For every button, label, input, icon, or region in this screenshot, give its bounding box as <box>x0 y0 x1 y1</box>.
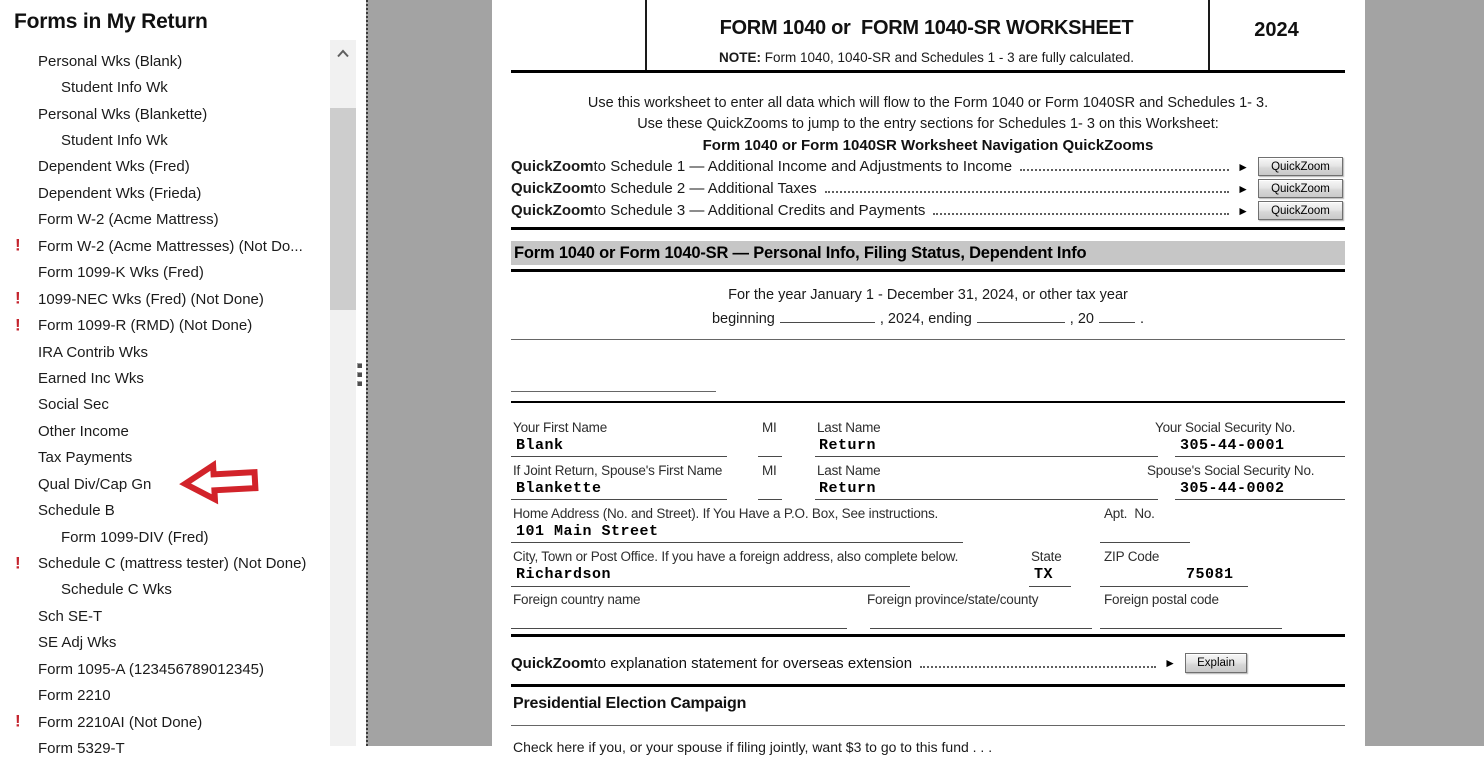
pointer-icon: ► <box>1237 181 1249 196</box>
spouse-first-name-field[interactable]: Blankette <box>516 480 602 497</box>
sidebar-form-item[interactable] <box>0 392 330 418</box>
foreign-country-field[interactable] <box>511 628 847 629</box>
quickzoom-text: to Schedule 3 — Additional Credits and Payments <box>593 202 926 219</box>
sidebar-item-label: 1099-NEC Wks (Fred) (Not Done) <box>38 290 264 308</box>
annotation-arrow-icon <box>180 459 260 505</box>
section-header-personal-info: Form 1040 or Form 1040-SR — Personal Info, Filing Status, Dependent Info <box>511 241 1345 265</box>
tax-year-line-2 <box>511 308 1345 327</box>
sidebar-form-item[interactable] <box>0 471 330 497</box>
sidebar-title: Forms in My Return <box>14 10 208 33</box>
sidebar-form-item[interactable] <box>0 497 330 523</box>
apt-no-label: Apt. No. <box>1104 506 1155 521</box>
sidebar-item-label: Form 1099-DIV (Fred) <box>61 528 209 546</box>
tax-year-beginning-label: beginning <box>711 311 775 327</box>
dotted-leader <box>920 666 1156 668</box>
not-done-alert-icon: ! <box>15 711 21 731</box>
tax-year-line-1: For the year January 1 - December 31, 2024, or other tax year <box>728 287 1128 303</box>
sidebar-item-label: Student Info Wk <box>61 132 168 150</box>
sidebar-item-label: Form 1099-R (RMD) (Not Done) <box>38 317 253 335</box>
ending-year-field[interactable] <box>1099 308 1135 323</box>
sidebar-item-label: SE Adj Wks <box>38 634 117 652</box>
sidebar-item-label: Form W-2 (Acme Mattress) <box>38 211 219 229</box>
scroll-up-arrow-icon[interactable] <box>330 40 356 66</box>
ending-date-field[interactable] <box>977 308 1065 323</box>
sidebar-form-item[interactable] <box>0 286 330 312</box>
nav-quickzooms-title: Form 1040 or Form 1040SR Worksheet Navigation QuickZooms <box>702 137 1154 154</box>
pointer-icon: ► <box>1237 203 1249 218</box>
field-underline <box>815 499 1158 500</box>
spouse-ssn-field[interactable]: 305-44-0002 <box>1180 480 1285 497</box>
pointer-icon: ► <box>1164 656 1176 670</box>
form-title: FORM 1040 or FORM 1040-SR WORKSHEET <box>719 17 1134 39</box>
rule <box>511 227 1345 230</box>
forms-list <box>0 48 330 762</box>
quickzoom-button[interactable]: QuickZoom <box>1258 157 1343 176</box>
spouse-last-name-field[interactable]: Return <box>819 480 877 497</box>
home-address-field[interactable]: 101 Main Street <box>516 523 659 540</box>
sidebar-item-label: Other Income <box>38 422 129 440</box>
not-done-alert-icon: ! <box>15 235 21 255</box>
home-address-label: Home Address (No. and Street). If You Have a P.O. Box, See instructions. <box>513 506 939 521</box>
sidebar-form-item[interactable] <box>0 233 330 259</box>
sidebar-item-label: Personal Wks (Blankette) <box>38 105 208 123</box>
sidebar-item-label: Form W-2 (Acme Mattresses) (Not Do... <box>38 237 303 255</box>
sidebar-form-item[interactable] <box>0 524 330 550</box>
not-done-alert-icon: ! <box>15 314 21 334</box>
foreign-province-label: Foreign province/state/county <box>867 592 1039 607</box>
zip-code-field[interactable]: 75081 <box>1186 566 1234 583</box>
sidebar-form-item[interactable] <box>0 418 330 444</box>
field-underline <box>511 586 910 587</box>
intro-line-1: Use this worksheet to enter all data which will flow to the Form 1040 or Form 1040SR and Schedules 1- 3. <box>587 95 1269 111</box>
field-underline <box>511 456 727 457</box>
sidebar-form-item[interactable] <box>0 630 330 656</box>
field-underline <box>511 499 727 500</box>
sidebar-item-label: Qual Div/Cap Gn <box>38 475 152 493</box>
foreign-country-label: Foreign country name <box>513 592 641 607</box>
mi-label: MI <box>762 463 777 478</box>
tax-year-period: . <box>1139 311 1145 327</box>
overseas-extension-row <box>511 652 1247 674</box>
rule-header <box>511 70 1345 73</box>
field-underline <box>1175 456 1345 457</box>
sidebar-item-label: Form 2210AI (Not Done) <box>38 713 203 731</box>
field-underline <box>1100 542 1190 543</box>
tax-year-20-label: , 20 <box>1069 311 1094 327</box>
rule <box>511 684 1345 687</box>
note-label: NOTE: <box>719 50 762 65</box>
sidebar-item-label: Personal Wks (Blank) <box>38 52 183 70</box>
sidebar-form-item[interactable] <box>0 339 330 365</box>
sidebar-form-item[interactable] <box>0 127 330 153</box>
sidebar-item-label: Sch SE-T <box>38 607 103 625</box>
sidebar-form-item[interactable] <box>0 74 330 100</box>
quickzoom-bold: QuickZoom <box>511 180 594 197</box>
pointer-icon: ► <box>1237 159 1249 174</box>
sidebar-form-item[interactable] <box>0 445 330 471</box>
sidebar-form-item[interactable] <box>0 260 330 286</box>
foreign-postal-field[interactable] <box>1100 628 1282 629</box>
foreign-province-field[interactable] <box>870 628 1092 629</box>
state-label: State <box>1031 549 1062 564</box>
dotted-leader <box>933 213 1229 215</box>
sidebar-form-item[interactable] <box>0 656 330 682</box>
field-underline <box>758 456 782 457</box>
field-underline <box>1029 586 1071 587</box>
rule <box>511 401 1345 403</box>
sidebar-item-label: Schedule C (mattress tester) (Not Done) <box>38 555 307 573</box>
scrollbar-thumb[interactable] <box>330 108 356 310</box>
quickzoom-bold: QuickZoom <box>511 654 594 672</box>
sidebar-form-item[interactable] <box>0 207 330 233</box>
quickzoom-bold: QuickZoom <box>511 158 594 175</box>
sidebar-item-label: Dependent Wks (Frieda) <box>38 184 202 202</box>
city-label: City, Town or Post Office. If you have a foreign address, also complete below. <box>513 549 959 564</box>
last-name-label: Last Name <box>817 463 881 478</box>
field-underline <box>815 456 1158 457</box>
sidebar-form-item[interactable] <box>0 48 330 74</box>
sidebar-form-item[interactable] <box>0 180 330 206</box>
sidebar-form-item[interactable] <box>0 312 330 338</box>
sidebar-item-label: Earned Inc Wks <box>38 369 144 387</box>
spouse-ssn-label: Spouse's Social Security No. <box>1147 463 1315 478</box>
sidebar-item-label: Schedule B <box>38 502 115 520</box>
state-field[interactable]: TX <box>1034 566 1054 583</box>
quickzoom-text: to Schedule 2 — Additional Taxes <box>593 180 817 197</box>
city-field[interactable]: Richardson <box>516 566 612 583</box>
sidebar-item-label: Student Info Wk <box>61 79 168 97</box>
quickzoom-row <box>511 178 1343 199</box>
rule <box>511 725 1345 726</box>
quickzoom-bold: QuickZoom <box>511 202 594 219</box>
panel-splitter[interactable] <box>366 0 492 746</box>
rule <box>511 269 1345 272</box>
first-name-label: Your First Name <box>513 420 608 435</box>
spouse-first-name-label: If Joint Return, Spouse's First Name <box>513 463 723 478</box>
presidential-election-header: Presidential Election Campaign <box>513 695 747 712</box>
bottom-partial-text: Check here if you, or your spouse if filing jointly, want $3 to go to this fund . . . <box>513 739 993 755</box>
sidebar-form-item[interactable] <box>0 735 330 761</box>
field-underline <box>511 542 963 543</box>
ssn-label: Your Social Security No. <box>1155 420 1296 435</box>
sidebar-form-item[interactable] <box>0 603 330 629</box>
rule-short <box>511 391 716 392</box>
quickzoom-text: to Schedule 1 — Additional Income and Adjustments to Income <box>593 158 1013 175</box>
quickzoom-text: to explanation statement for overseas extension <box>593 654 913 672</box>
tax-year-ending-label: , 2024, ending <box>879 311 972 327</box>
mi-label: MI <box>762 420 777 435</box>
splitter-grip-icon[interactable] <box>357 363 363 390</box>
explain-button[interactable]: Explain <box>1185 653 1247 673</box>
ssn-field[interactable]: 305-44-0001 <box>1180 437 1285 454</box>
sidebar-item-label: Dependent Wks (Fred) <box>38 158 190 176</box>
form-page <box>492 0 1365 755</box>
not-done-alert-icon: ! <box>15 552 21 572</box>
quickzoom-row <box>511 200 1343 221</box>
first-name-field[interactable]: Blank <box>516 437 564 454</box>
field-underline <box>758 499 782 500</box>
quickzoom-button[interactable]: QuickZoom <box>1258 179 1343 198</box>
sidebar-scrollbar[interactable] <box>330 40 356 746</box>
sidebar-item-label: Tax Payments <box>38 449 133 467</box>
rule <box>511 634 1345 637</box>
sidebar-item-label: IRA Contrib Wks <box>38 343 149 361</box>
last-name-label: Last Name <box>817 420 881 435</box>
intro-line-2: Use these QuickZooms to jump to the entry sections for Schedules 1- 3 on this Worksheet: <box>637 116 1219 132</box>
last-name-field[interactable]: Return <box>819 437 877 454</box>
dotted-leader <box>825 191 1229 193</box>
sidebar-form-item[interactable] <box>0 101 330 127</box>
quickzoom-row <box>511 156 1343 177</box>
sidebar-form-item[interactable] <box>0 365 330 391</box>
sidebar-form-item[interactable] <box>0 577 330 603</box>
field-underline <box>1100 586 1248 587</box>
sidebar-item-label: Form 1099-K Wks (Fred) <box>38 264 204 282</box>
sidebar-form-item[interactable] <box>0 154 330 180</box>
sidebar-form-item[interactable] <box>0 683 330 709</box>
sidebar-form-item[interactable] <box>0 709 330 735</box>
page-margin-right <box>1365 0 1484 746</box>
zip-code-label: ZIP Code <box>1104 549 1160 564</box>
beginning-date-field[interactable] <box>780 308 875 323</box>
field-underline <box>1175 499 1345 500</box>
not-done-alert-icon: ! <box>15 288 21 308</box>
forms-sidebar <box>0 0 356 758</box>
form-note <box>645 50 1208 65</box>
quickzoom-button[interactable]: QuickZoom <box>1258 201 1343 220</box>
sidebar-form-item[interactable] <box>0 550 330 576</box>
rule <box>511 339 1345 340</box>
sidebar-item-label: Schedule C Wks <box>61 581 172 599</box>
note-text: Form 1040, 1040-SR and Schedules 1 - 3 are fully calculated. <box>761 50 1134 65</box>
sidebar-item-label: Social Sec <box>38 396 109 414</box>
sidebar-item-label: Form 1095-A (123456789012345) <box>38 660 264 678</box>
tax-year-badge: 2024 <box>1254 19 1299 41</box>
sidebar-item-label: Form 5329-T <box>38 740 125 758</box>
sidebar-item-label: Form 2210 <box>38 687 111 705</box>
foreign-postal-label: Foreign postal code <box>1104 592 1219 607</box>
dotted-leader <box>1020 169 1229 171</box>
